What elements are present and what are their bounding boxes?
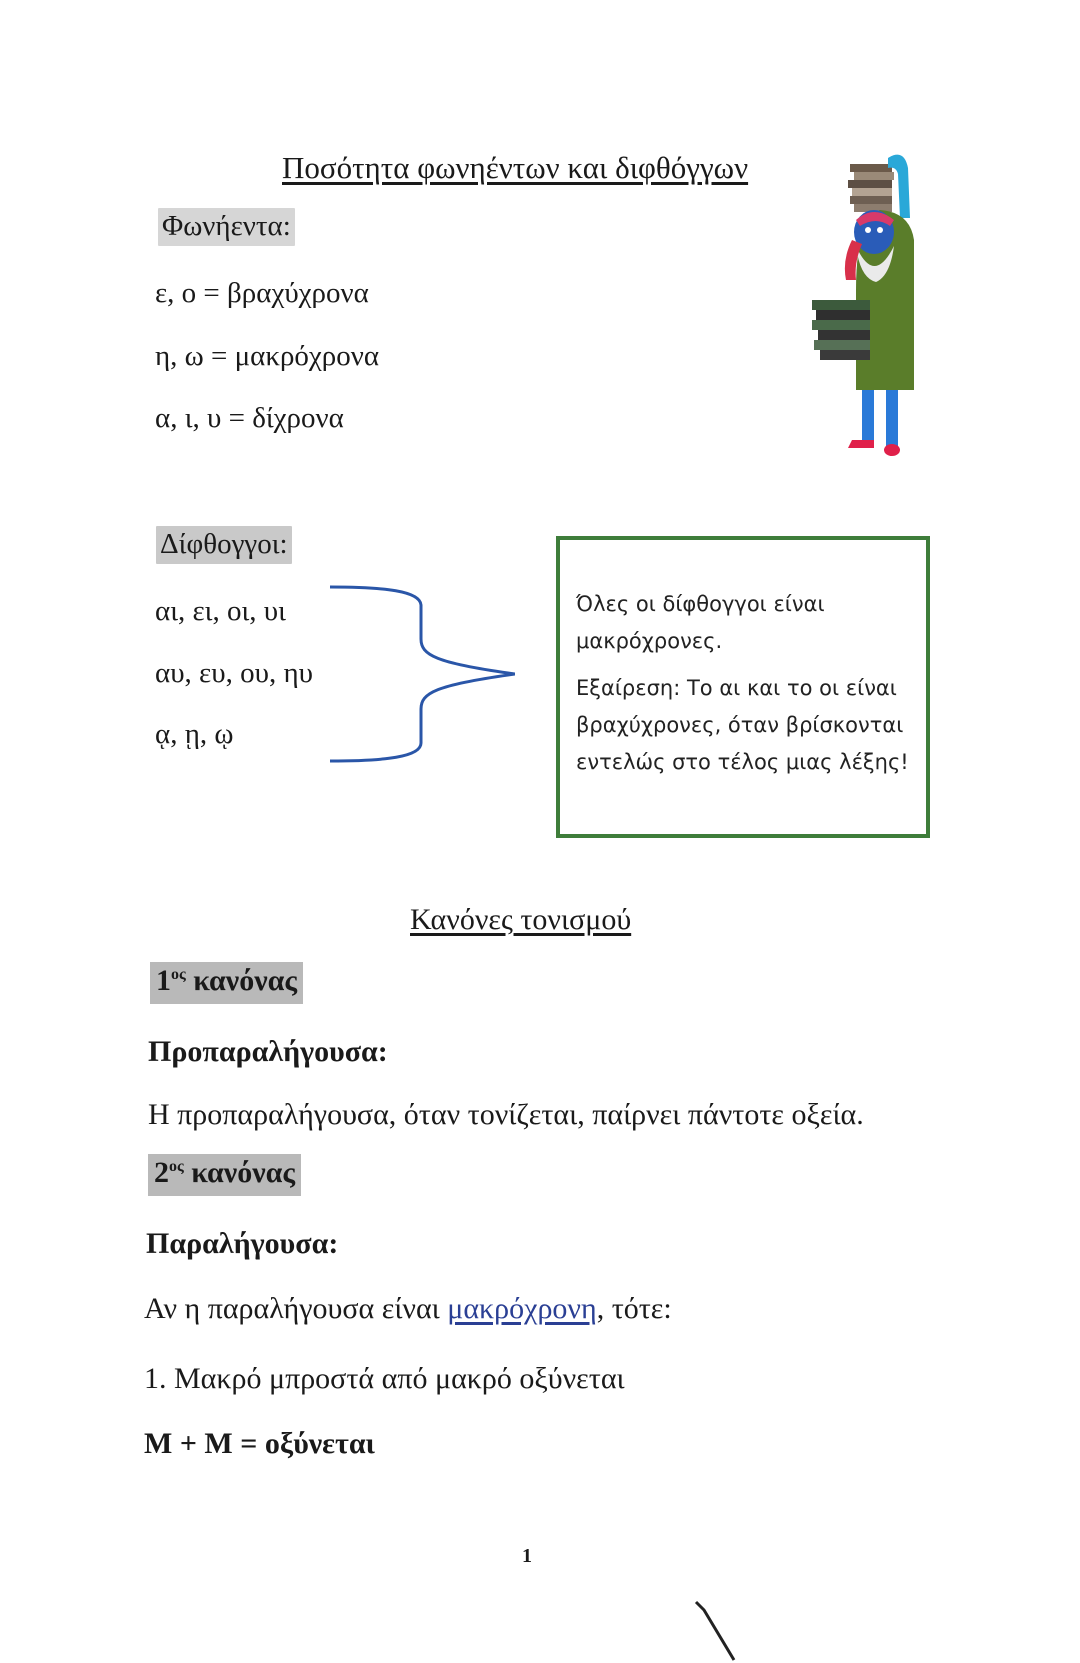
rule2-item1: 1. Μακρό μπροστά από μακρό οξύνεται (144, 1362, 625, 1395)
vowels-heading: Φωνήεντα: (158, 210, 295, 243)
section-title: Κανόνες τονισμού (410, 903, 632, 936)
note-text-long: Όλες οι δίφθογγοι είναι μακρόχρονες. (576, 592, 825, 653)
diphthong-note-box (556, 536, 930, 838)
page-title: Ποσότητα φωνηέντων και διφθόγγων (282, 150, 749, 185)
vowel-line-double: α, ι, υ = δίχρονα (155, 402, 344, 434)
rule2-formula: Μ + Μ = οξύνεται (144, 1427, 375, 1460)
rule2-subtitle: Παραλήγουσα: (146, 1227, 339, 1260)
rule1-badge: $1^{o\varsigma}$ κανόνας (150, 962, 303, 1004)
rule2-text: Αν η παραλήγουσα είναι μακρόχρονη, τότε: (144, 1292, 672, 1325)
person-with-books-illustration (812, 150, 927, 460)
book-stack-top-icon (848, 164, 894, 212)
diphthong-line-3: ᾳ, ῃ, ῳ (155, 718, 234, 750)
long-syllable-link[interactable]: μακρόχρονη (447, 1292, 597, 1325)
book-stack-hands-icon (812, 300, 870, 360)
curly-brace-icon (325, 585, 515, 765)
rule1-text: Η προπαραλήγουσα, όταν τονίζεται, παίρνει πάντοτε οξεία. (148, 1098, 864, 1131)
diphthong-line-1: αι, ει, οι, υι (155, 595, 286, 627)
rule2-badge: $2^{o\varsigma}$ κανόνας (148, 1154, 301, 1196)
vowel-line-long: η, ω = μακρόχρονα (155, 340, 380, 372)
rule1-subtitle: Προπαραλήγουσα: (148, 1035, 388, 1068)
scan-mark-icon (694, 1600, 744, 1663)
note-text-exception: Εξαίρεση: Το αι και το οι είναι βραχύχρονες, όταν βρίσκονται εντελώς στο τέλος μιας λέξης! (576, 676, 909, 774)
diphthongs-heading: Δίφθογγοι: (156, 528, 292, 561)
vowel-line-short: ε, ο = βραχύχρονα (155, 277, 369, 309)
diphthong-line-2: αυ, ευ, ου, ηυ (155, 657, 313, 689)
page-number: 1 (522, 1545, 532, 1567)
